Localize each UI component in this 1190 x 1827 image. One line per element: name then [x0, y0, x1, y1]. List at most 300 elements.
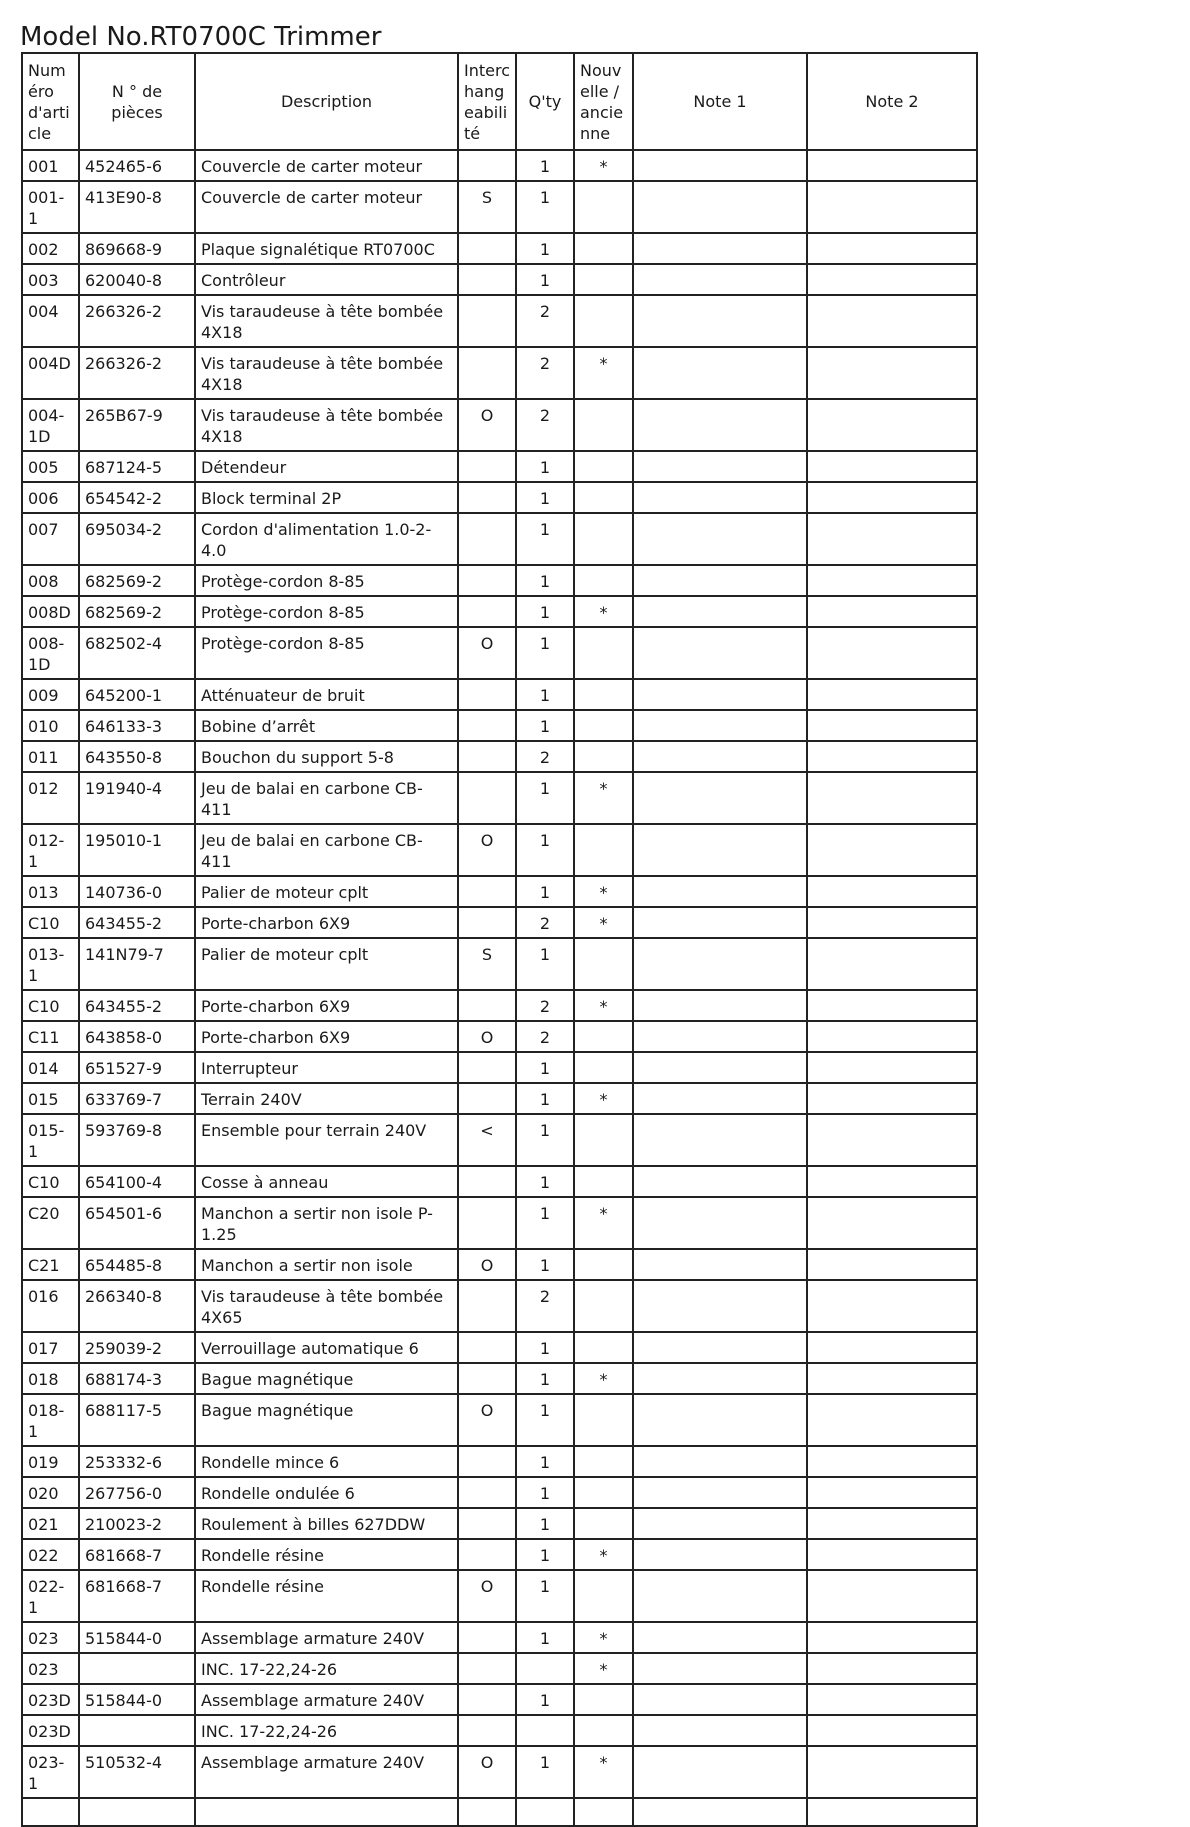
cell-note-2: [807, 1715, 977, 1746]
cell-interchangeability: O: [458, 399, 516, 451]
cell-quantity: [516, 1653, 574, 1684]
cell-description: Rondelle ondulée 6: [195, 1477, 458, 1508]
cell-interchangeability: [458, 1508, 516, 1539]
cell-description: Plaque signalétique RT0700C: [195, 233, 458, 264]
cell-interchangeability: S: [458, 181, 516, 233]
table-row: [22, 1539, 977, 1570]
header-description: Description: [195, 53, 458, 150]
cell-item-number: 004-1D: [22, 399, 79, 451]
cell-quantity: 1: [516, 150, 574, 181]
cell-description: Porte-charbon 6X9: [195, 907, 458, 938]
cell-quantity: 1: [516, 824, 574, 876]
cell-quantity: 2: [516, 1021, 574, 1052]
cell-note-2: [807, 451, 977, 482]
cell-description: Détendeur: [195, 451, 458, 482]
cell-note-1: [633, 824, 807, 876]
cell-interchangeability: O: [458, 627, 516, 679]
cell-part-number: 620040-8: [79, 264, 195, 295]
cell-note-1: [633, 990, 807, 1021]
cell-new-old: [574, 264, 633, 295]
cell-new-old: *: [574, 1083, 633, 1114]
cell-note-2: [807, 1539, 977, 1570]
cell-note-1: [633, 451, 807, 482]
cell-item-number: 015-1: [22, 1114, 79, 1166]
cell-description: Vis taraudeuse à tête bombée 4X65: [195, 1280, 458, 1332]
cell-item-number: 015: [22, 1083, 79, 1114]
cell-note-2: [807, 824, 977, 876]
table-row: [22, 1653, 977, 1684]
cell-item-number: 004: [22, 295, 79, 347]
cell-interchangeability: [458, 679, 516, 710]
table-row: [22, 347, 977, 399]
cell-part-number: 651527-9: [79, 1052, 195, 1083]
cell-part-number: 654501-6: [79, 1197, 195, 1249]
cell-interchangeability: [458, 741, 516, 772]
table-row: [22, 772, 977, 824]
cell-item-number: 003: [22, 264, 79, 295]
cell-note-2: [807, 876, 977, 907]
table-row: [22, 627, 977, 679]
cell-note-1: [633, 627, 807, 679]
cell-new-old: [574, 741, 633, 772]
table-row: [22, 1746, 977, 1798]
cell-description: Assemblage armature 240V: [195, 1746, 458, 1798]
cell-note-1: [633, 679, 807, 710]
cell-note-2: [807, 1684, 977, 1715]
table-row: [22, 399, 977, 451]
cell-interchangeability: [458, 1715, 516, 1746]
cell-note-2: [807, 1249, 977, 1280]
cell-new-old: [574, 399, 633, 451]
cell-part-number: 267756-0: [79, 1477, 195, 1508]
cell-item-number: C10: [22, 907, 79, 938]
cell-note-2: [807, 627, 977, 679]
parts-table-container: [21, 52, 976, 1793]
cell-note-2: [807, 990, 977, 1021]
cell-interchangeability: O: [458, 1746, 516, 1798]
cell-item-number: 013-1: [22, 938, 79, 990]
cell-interchangeability: O: [458, 1394, 516, 1446]
cell-note-1: [633, 596, 807, 627]
cell-description: Rondelle résine: [195, 1570, 458, 1622]
table-row: [22, 150, 977, 181]
table-row: [22, 1508, 977, 1539]
cell-note-1: [633, 710, 807, 741]
cell-interchangeability: [458, 1363, 516, 1394]
cell-note-1: [633, 295, 807, 347]
cell-quantity: 1: [516, 1332, 574, 1363]
cell-new-old: *: [574, 1539, 633, 1570]
cell-item-number: 008D: [22, 596, 79, 627]
cell-new-old: *: [574, 1622, 633, 1653]
header-new-old: Nouvelle / ancienne: [574, 53, 633, 150]
cell-new-old: [574, 1508, 633, 1539]
cell-item-number: C11: [22, 1021, 79, 1052]
cell-part-number: 643455-2: [79, 990, 195, 1021]
cell-part-number: [79, 1798, 195, 1826]
cell-quantity: 1: [516, 1114, 574, 1166]
cell-quantity: 1: [516, 1446, 574, 1477]
cell-note-1: [633, 1684, 807, 1715]
cell-new-old: *: [574, 1746, 633, 1798]
cell-part-number: 869668-9: [79, 233, 195, 264]
cell-interchangeability: [458, 1166, 516, 1197]
cell-quantity: 1: [516, 1052, 574, 1083]
cell-interchangeability: [458, 772, 516, 824]
table-row: [22, 1570, 977, 1622]
cell-interchangeability: O: [458, 1021, 516, 1052]
cell-note-2: [807, 347, 977, 399]
cell-part-number: 688117-5: [79, 1394, 195, 1446]
cell-item-number: 011: [22, 741, 79, 772]
cell-part-number: 452465-6: [79, 150, 195, 181]
cell-item-number: 021: [22, 1508, 79, 1539]
cell-description: Roulement à billes 627DDW: [195, 1508, 458, 1539]
cell-note-2: [807, 1798, 977, 1826]
cell-part-number: 681668-7: [79, 1570, 195, 1622]
table-row: [22, 1197, 977, 1249]
table-row: [22, 264, 977, 295]
cell-quantity: 1: [516, 1477, 574, 1508]
cell-new-old: *: [574, 772, 633, 824]
cell-item-number: 019: [22, 1446, 79, 1477]
cell-part-number: 633769-7: [79, 1083, 195, 1114]
cell-item-number: 012: [22, 772, 79, 824]
cell-description: Manchon a sertir non isole P-1.25: [195, 1197, 458, 1249]
cell-part-number: 515844-0: [79, 1622, 195, 1653]
parts-table: [21, 52, 978, 1827]
table-row: [22, 907, 977, 938]
cell-new-old: [574, 627, 633, 679]
cell-description: Bague magnétique: [195, 1394, 458, 1446]
cell-description: Vis taraudeuse à tête bombée 4X18: [195, 347, 458, 399]
cell-description: INC. 17-22,24-26: [195, 1653, 458, 1684]
cell-quantity: [516, 1715, 574, 1746]
cell-new-old: [574, 295, 633, 347]
cell-item-number: 022: [22, 1539, 79, 1570]
cell-note-2: [807, 907, 977, 938]
table-row: [22, 1363, 977, 1394]
cell-new-old: [574, 482, 633, 513]
cell-description: Porte-charbon 6X9: [195, 1021, 458, 1052]
cell-item-number: 014: [22, 1052, 79, 1083]
cell-note-2: [807, 1363, 977, 1394]
cell-interchangeability: [458, 1622, 516, 1653]
cell-quantity: 1: [516, 1539, 574, 1570]
cell-description: Assemblage armature 240V: [195, 1622, 458, 1653]
cell-quantity: 1: [516, 627, 574, 679]
cell-part-number: 681668-7: [79, 1539, 195, 1570]
cell-new-old: *: [574, 990, 633, 1021]
cell-description: Porte-charbon 6X9: [195, 990, 458, 1021]
cell-part-number: 682569-2: [79, 565, 195, 596]
cell-part-number: [79, 1653, 195, 1684]
table-row: [22, 451, 977, 482]
table-row: [22, 1715, 977, 1746]
cell-note-1: [633, 1083, 807, 1114]
cell-new-old: *: [574, 596, 633, 627]
cell-note-1: [633, 1622, 807, 1653]
cell-description: Vis taraudeuse à tête bombée 4X18: [195, 399, 458, 451]
cell-new-old: *: [574, 150, 633, 181]
table-row: [22, 1021, 977, 1052]
cell-note-2: [807, 295, 977, 347]
cell-interchangeability: [458, 1539, 516, 1570]
cell-quantity: 1: [516, 1570, 574, 1622]
cell-note-1: [633, 1280, 807, 1332]
cell-item-number: 005: [22, 451, 79, 482]
cell-note-1: [633, 1114, 807, 1166]
cell-note-2: [807, 565, 977, 596]
cell-note-1: [633, 1746, 807, 1798]
cell-item-number: 018-1: [22, 1394, 79, 1446]
cell-quantity: 1: [516, 1622, 574, 1653]
cell-item-number: 013: [22, 876, 79, 907]
cell-note-1: [633, 1570, 807, 1622]
cell-item-number: 023: [22, 1653, 79, 1684]
cell-note-2: [807, 181, 977, 233]
cell-interchangeability: O: [458, 1570, 516, 1622]
cell-new-old: [574, 565, 633, 596]
cell-part-number: 695034-2: [79, 513, 195, 565]
cell-description: Ensemble pour terrain 240V: [195, 1114, 458, 1166]
cell-interchangeability: <: [458, 1114, 516, 1166]
cell-note-1: [633, 1477, 807, 1508]
cell-description: Cordon d'alimentation 1.0-2-4.0: [195, 513, 458, 565]
cell-interchangeability: [458, 990, 516, 1021]
cell-note-2: [807, 1280, 977, 1332]
cell-part-number: 141N79-7: [79, 938, 195, 990]
cell-item-number: 018: [22, 1363, 79, 1394]
cell-interchangeability: [458, 150, 516, 181]
cell-part-number: 210023-2: [79, 1508, 195, 1539]
table-row: [22, 1477, 977, 1508]
cell-part-number: 654542-2: [79, 482, 195, 513]
cell-item-number: C10: [22, 990, 79, 1021]
cell-quantity: 1: [516, 1166, 574, 1197]
cell-note-1: [633, 772, 807, 824]
cell-item-number: 012-1: [22, 824, 79, 876]
cell-new-old: [574, 1114, 633, 1166]
cell-note-2: [807, 1052, 977, 1083]
cell-interchangeability: [458, 907, 516, 938]
cell-note-1: [633, 1508, 807, 1539]
cell-quantity: 2: [516, 1280, 574, 1332]
cell-item-number: 001: [22, 150, 79, 181]
cell-item-number: 004D: [22, 347, 79, 399]
cell-description: Bague magnétique: [195, 1363, 458, 1394]
cell-note-1: [633, 1052, 807, 1083]
cell-new-old: [574, 233, 633, 264]
cell-quantity: 1: [516, 679, 574, 710]
cell-interchangeability: [458, 876, 516, 907]
cell-description: Manchon a sertir non isole: [195, 1249, 458, 1280]
cell-part-number: 510532-4: [79, 1746, 195, 1798]
cell-description: Protège-cordon 8-85: [195, 627, 458, 679]
table-row: [22, 1166, 977, 1197]
cell-description: Palier de moteur cplt: [195, 876, 458, 907]
header-item-number: Numéro d'article: [22, 53, 79, 150]
cell-description: Vis taraudeuse à tête bombée 4X18: [195, 295, 458, 347]
cell-quantity: 2: [516, 741, 574, 772]
table-row: [22, 295, 977, 347]
table-row: [22, 1622, 977, 1653]
cell-note-1: [633, 907, 807, 938]
cell-interchangeability: [458, 233, 516, 264]
cell-part-number: 645200-1: [79, 679, 195, 710]
table-row: [22, 710, 977, 741]
table-row: [22, 1684, 977, 1715]
cell-note-2: [807, 1021, 977, 1052]
cell-quantity: 1: [516, 264, 574, 295]
cell-note-2: [807, 1197, 977, 1249]
cell-interchangeability: [458, 482, 516, 513]
cell-note-2: [807, 1394, 977, 1446]
cell-note-1: [633, 513, 807, 565]
cell-new-old: [574, 1684, 633, 1715]
cell-description: Protège-cordon 8-85: [195, 596, 458, 627]
cell-item-number: 023D: [22, 1715, 79, 1746]
cell-new-old: *: [574, 907, 633, 938]
cell-note-1: [633, 1715, 807, 1746]
table-row: [22, 679, 977, 710]
cell-note-1: [633, 150, 807, 181]
cell-interchangeability: [458, 565, 516, 596]
cell-new-old: [574, 1446, 633, 1477]
cell-item-number: 023: [22, 1622, 79, 1653]
cell-quantity: 1: [516, 710, 574, 741]
cell-note-1: [633, 347, 807, 399]
cell-item-number: C10: [22, 1166, 79, 1197]
cell-description: Palier de moteur cplt: [195, 938, 458, 990]
cell-item-number: C21: [22, 1249, 79, 1280]
cell-interchangeability: [458, 1798, 516, 1826]
cell-quantity: 1: [516, 451, 574, 482]
cell-note-1: [633, 565, 807, 596]
cell-interchangeability: [458, 513, 516, 565]
cell-note-2: [807, 710, 977, 741]
cell-quantity: 1: [516, 233, 574, 264]
table-row: [22, 1249, 977, 1280]
cell-note-2: [807, 1083, 977, 1114]
cell-interchangeability: [458, 451, 516, 482]
cell-quantity: 1: [516, 1249, 574, 1280]
cell-description: Terrain 240V: [195, 1083, 458, 1114]
cell-new-old: [574, 1715, 633, 1746]
cell-note-1: [633, 1798, 807, 1826]
cell-note-2: [807, 264, 977, 295]
cell-new-old: [574, 1052, 633, 1083]
cell-note-1: [633, 938, 807, 990]
cell-note-2: [807, 1622, 977, 1653]
header-note-2: Note 2: [807, 53, 977, 150]
cell-interchangeability: S: [458, 938, 516, 990]
cell-item-number: 010: [22, 710, 79, 741]
cell-new-old: [574, 1798, 633, 1826]
cell-part-number: 259039-2: [79, 1332, 195, 1363]
cell-note-2: [807, 1446, 977, 1477]
cell-quantity: 1: [516, 1363, 574, 1394]
cell-new-old: *: [574, 347, 633, 399]
cell-description: Interrupteur: [195, 1052, 458, 1083]
cell-quantity: 1: [516, 772, 574, 824]
cell-note-1: [633, 1021, 807, 1052]
cell-note-1: [633, 233, 807, 264]
cell-item-number: C20: [22, 1197, 79, 1249]
cell-new-old: [574, 710, 633, 741]
cell-part-number: 682502-4: [79, 627, 195, 679]
cell-item-number: 020: [22, 1477, 79, 1508]
cell-part-number: 654485-8: [79, 1249, 195, 1280]
cell-note-2: [807, 938, 977, 990]
cell-note-1: [633, 1394, 807, 1446]
cell-quantity: 2: [516, 347, 574, 399]
cell-part-number: 646133-3: [79, 710, 195, 741]
cell-part-number: 643550-8: [79, 741, 195, 772]
cell-quantity: 2: [516, 399, 574, 451]
cell-new-old: [574, 824, 633, 876]
cell-note-1: [633, 264, 807, 295]
cell-new-old: [574, 1021, 633, 1052]
cell-part-number: 515844-0: [79, 1684, 195, 1715]
cell-description: Atténuateur de bruit: [195, 679, 458, 710]
table-row: [22, 876, 977, 907]
cell-new-old: *: [574, 1363, 633, 1394]
table-row: [22, 938, 977, 990]
cell-note-2: [807, 679, 977, 710]
cell-part-number: 687124-5: [79, 451, 195, 482]
cell-description: Assemblage armature 240V: [195, 1684, 458, 1715]
header-part-number: N ° de pièces: [79, 53, 195, 150]
table-row: [22, 513, 977, 565]
cell-part-number: 191940-4: [79, 772, 195, 824]
cell-note-2: [807, 1653, 977, 1684]
cell-note-2: [807, 1114, 977, 1166]
cell-quantity: 1: [516, 482, 574, 513]
cell-note-1: [633, 1446, 807, 1477]
cell-quantity: 2: [516, 907, 574, 938]
cell-note-1: [633, 1249, 807, 1280]
cell-item-number: 006: [22, 482, 79, 513]
cell-note-2: [807, 150, 977, 181]
cell-item-number: [22, 1798, 79, 1826]
cell-quantity: 1: [516, 181, 574, 233]
cell-quantity: 1: [516, 1083, 574, 1114]
cell-description: Bouchon du support 5-8: [195, 741, 458, 772]
cell-note-1: [633, 399, 807, 451]
cell-item-number: 016: [22, 1280, 79, 1332]
cell-interchangeability: [458, 1083, 516, 1114]
cell-quantity: 1: [516, 1508, 574, 1539]
cell-interchangeability: [458, 1332, 516, 1363]
cell-note-1: [633, 1332, 807, 1363]
cell-description: Bobine d’arrêt: [195, 710, 458, 741]
cell-interchangeability: O: [458, 824, 516, 876]
cell-note-2: [807, 1570, 977, 1622]
cell-new-old: [574, 1249, 633, 1280]
cell-part-number: 593769-8: [79, 1114, 195, 1166]
cell-quantity: 1: [516, 1394, 574, 1446]
cell-note-2: [807, 741, 977, 772]
cell-interchangeability: [458, 264, 516, 295]
table-row: [22, 565, 977, 596]
cell-part-number: 643858-0: [79, 1021, 195, 1052]
cell-part-number: 266340-8: [79, 1280, 195, 1332]
cell-note-2: [807, 1332, 977, 1363]
cell-description: INC. 17-22,24-26: [195, 1715, 458, 1746]
cell-interchangeability: [458, 1477, 516, 1508]
header-quantity: Q'ty: [516, 53, 574, 150]
